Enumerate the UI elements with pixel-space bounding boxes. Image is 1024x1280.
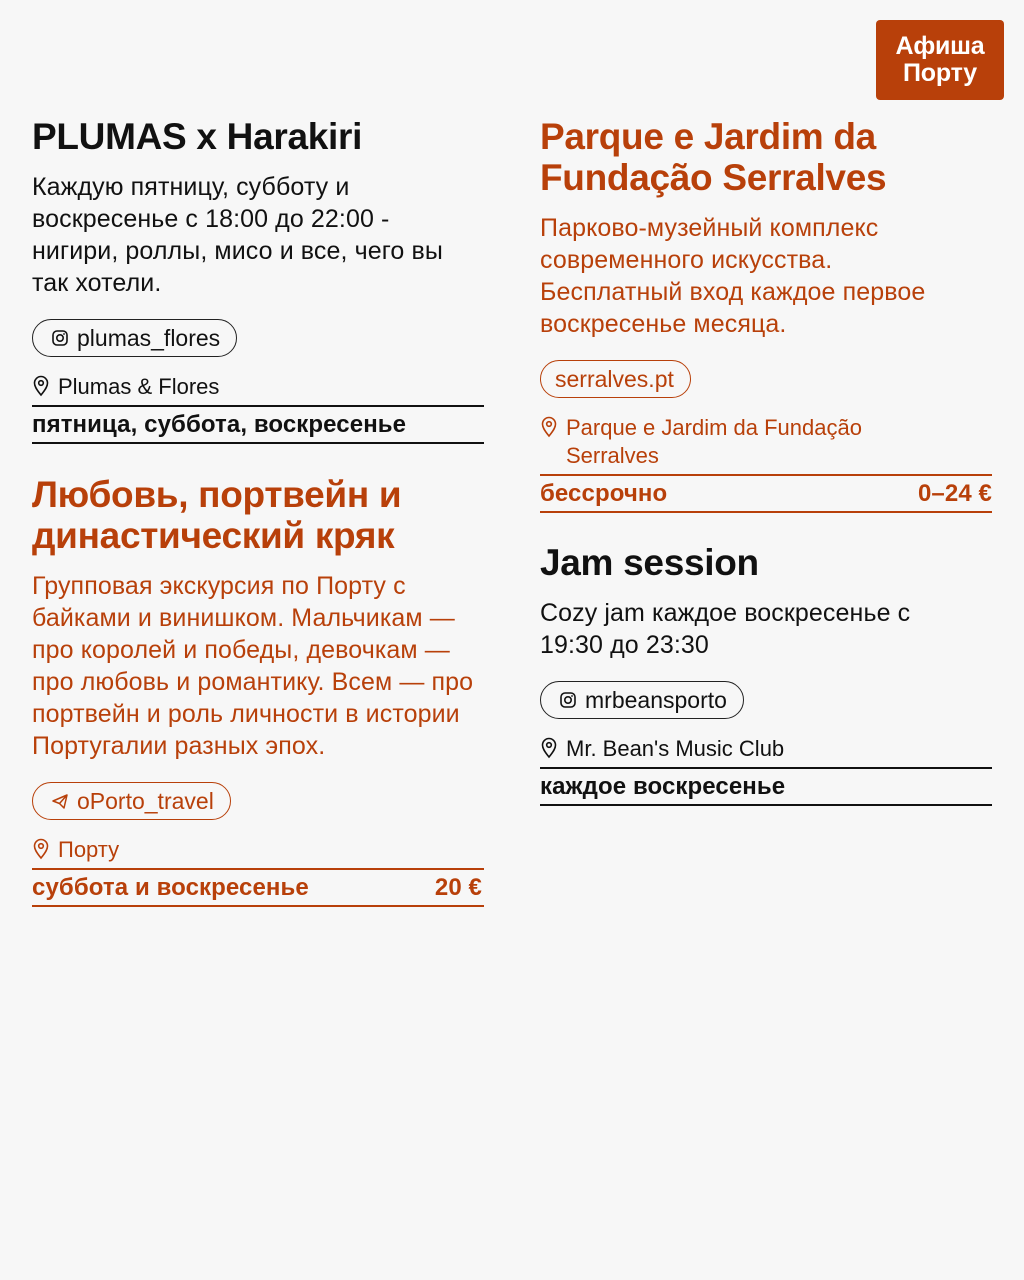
event-schedule: [540, 767, 992, 806]
event-location: [32, 373, 484, 401]
brand-badge: [876, 20, 1004, 100]
event-location-label: Parque e Jardim da Fundação Serralves: [566, 415, 862, 468]
event-schedule-label: суббота и воскресенье: [32, 873, 309, 901]
event-title: Parque e Jardim da Fundação Serralves: [540, 116, 887, 198]
location-pin-icon: [540, 416, 558, 438]
event-card-tour: [32, 474, 484, 907]
event-location: [32, 836, 484, 864]
event-card-jam: [540, 542, 992, 806]
brand-badge-line2: Порту: [903, 59, 977, 87]
instagram-icon: [559, 691, 577, 709]
event-location-label: Mr. Bean's Music Club: [566, 736, 785, 761]
event-title: PLUMAS x Harakiri: [32, 116, 363, 157]
location-pin-icon: [32, 375, 50, 397]
event-title: Jam session: [540, 542, 759, 583]
event-schedule-label: каждое воскресенье: [540, 772, 786, 800]
event-link-label: oPorto_travel: [77, 787, 214, 814]
event-schedule: [32, 868, 484, 907]
brand-badge-line1: Афиша: [895, 32, 985, 60]
event-description: Групповая экскурсия по Порту с байками и винишком. Мальчикам — про королей и победы, девочкам — про любовь и романтику. Всем — про портвейн и роль личности в истории Португалии разных эпох.: [32, 572, 474, 760]
location-pin-icon: [540, 737, 558, 759]
event-link-instagram[interactable]: [540, 681, 744, 719]
event-schedule-label: пятница, суббота, воскресенье: [32, 410, 407, 438]
instagram-icon: [51, 329, 69, 347]
telegram-icon: [51, 792, 69, 810]
event-link-telegram[interactable]: [32, 782, 231, 820]
event-link-website[interactable]: [540, 360, 691, 398]
event-link-instagram[interactable]: [32, 319, 237, 357]
event-location-label: Порту: [58, 837, 120, 862]
event-schedule-label: бессрочно: [540, 479, 668, 507]
location-pin-icon: [32, 838, 50, 860]
event-location: [540, 414, 992, 470]
event-link-label: serralves.pt: [555, 365, 674, 392]
event-description: Каждую пятницу, субботу и воскресенье с 18:00 до 22:00 - нигири, роллы, мисо и все, чего вы так хотели.: [32, 173, 443, 297]
event-card-plumas: [32, 116, 484, 444]
event-schedule: [540, 474, 992, 513]
event-location: [540, 735, 992, 763]
event-card-serralves: [540, 116, 992, 513]
event-schedule: [32, 405, 484, 444]
event-description: Cozy jam каждое воскресенье с 19:30 до 23:30: [540, 599, 911, 659]
event-description: Парково-музейный комплекс современного искусства. Бесплатный вход каждое первое воскресенье месяца.: [540, 214, 926, 338]
event-link-label: plumas_flores: [77, 324, 221, 351]
event-title: Любовь, портвейн и династический кряк: [32, 474, 402, 556]
event-link-label: mrbeansporto: [585, 686, 727, 713]
event-location-label: Plumas & Flores: [58, 374, 220, 399]
event-price: 20 €: [434, 873, 482, 901]
event-price: 0–24 €: [917, 479, 992, 507]
